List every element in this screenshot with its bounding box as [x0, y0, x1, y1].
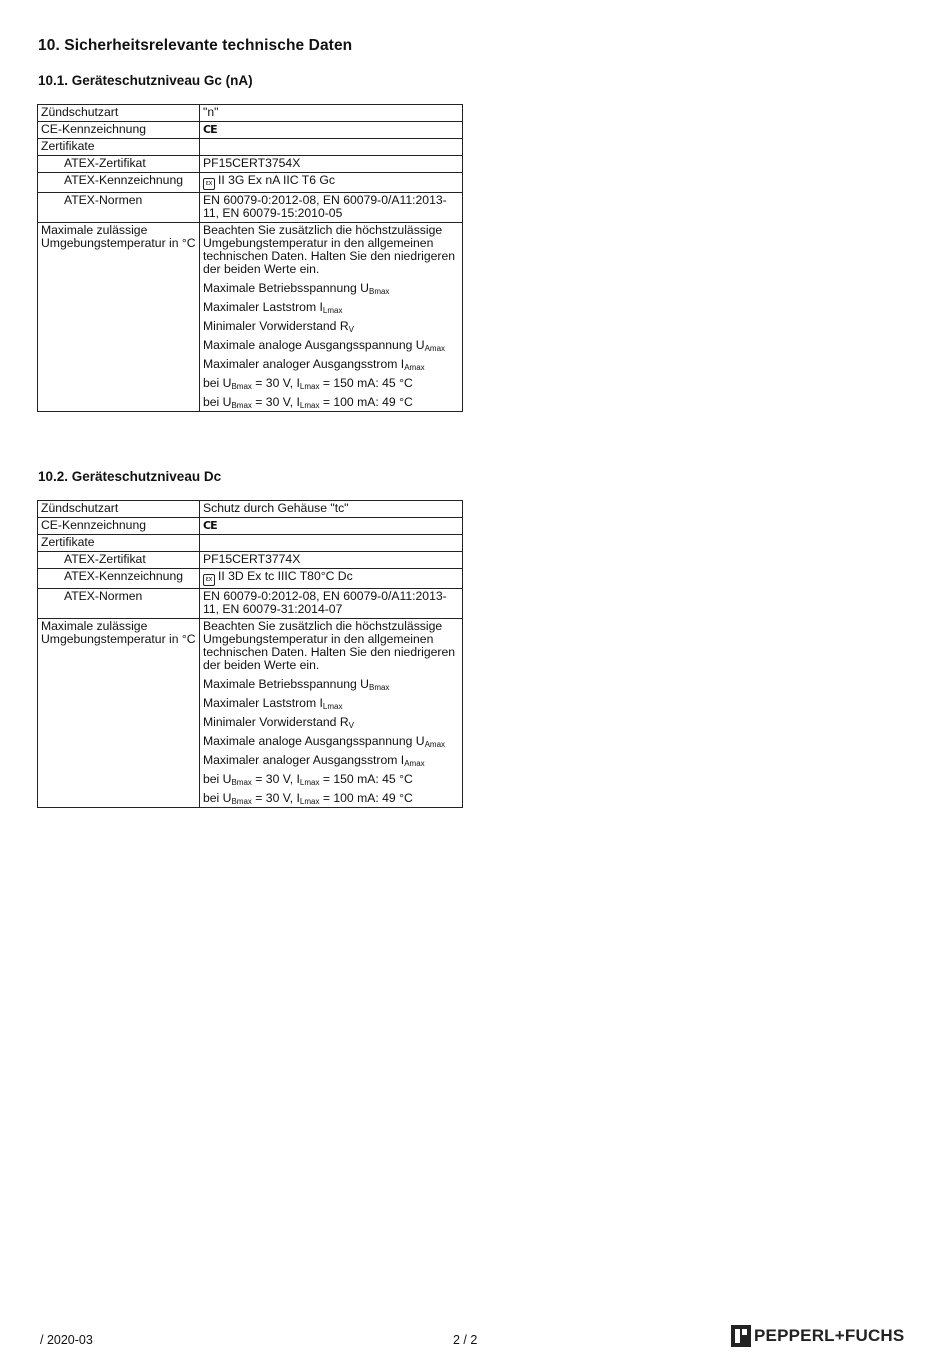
ex-icon: εx [203, 178, 215, 190]
row-label: Zündschutzart [38, 501, 200, 518]
row-value [200, 173, 463, 193]
temp-note: Beachten Sie zusätzlich die höchstzulässige Umgebungstemperatur in den allgemeinen technischen Daten. Halten Sie den niedrigeren der beiden Werte ein. [203, 619, 456, 672]
row-label: Zertifikate [38, 139, 200, 156]
logo-text: PEPPERL+FUCHS [754, 1326, 905, 1345]
condition-line: bei $U_{Bmax} = 30$ V, $I_{Lmax} = 100$ mA: 49 °C [203, 791, 413, 806]
company-logo [731, 1324, 904, 1348]
row-value: EN 60079-0:2012-08, EN 60079-0/A11:2013-11, EN 60079-31:2014-07 [200, 589, 463, 619]
row-value [200, 535, 463, 552]
row-value [200, 518, 463, 535]
ex-icon: εx [203, 574, 215, 586]
row-label: Maximale zulässige Umgebungstemperatur in °C [38, 619, 200, 808]
ubmax-line: Maximale Betriebsspannung $U_{Bmax}$ [203, 677, 390, 692]
row-value: "n" [200, 105, 463, 122]
table-row [38, 173, 463, 193]
table-row [38, 552, 463, 569]
row-value: Schutz durch Gehäuse "tc" [200, 501, 463, 518]
table-row [38, 122, 463, 139]
iamax-line: Maximaler analoger Ausgangsstrom $I_{Amax}$ [203, 357, 425, 372]
ubmax-line: Maximale Betriebsspannung $U_{Bmax}$ [203, 281, 390, 296]
page-number: 2 / 2 [453, 1333, 478, 1347]
condition-line: bei $U_{Bmax} = 30$ V, $I_{Lmax} = 150$ mA: 45 °C [203, 376, 413, 391]
table-row [38, 193, 463, 223]
row-label: ATEX-Zertifikat [38, 552, 200, 569]
row-value [200, 139, 463, 156]
uamax-line: Maximale analoge Ausgangsspannung $U_{Amax}$ [203, 338, 446, 353]
section-title-dc: 10.2. Geräteschutzniveau Dc [38, 469, 222, 484]
ce-mark-icon: CE [203, 519, 217, 532]
spec-table-dc [37, 500, 463, 808]
row-label: Maximale zulässige Umgebungstemperatur in °C [38, 223, 200, 412]
row-label: ATEX-Normen [38, 193, 200, 223]
footer-date: / 2020-03 [40, 1333, 93, 1347]
table-row [38, 535, 463, 552]
table-row [38, 589, 463, 619]
condition-line: bei $U_{Bmax} = 30$ V, $I_{Lmax} = 150$ mA: 45 °C [203, 772, 413, 787]
row-label: ATEX-Kennzeichnung [38, 173, 200, 193]
table-row [38, 569, 463, 589]
row-label: Zündschutzart [38, 105, 200, 122]
rv-line: Minimaler Vorwiderstand $R_V$ [203, 715, 354, 730]
table-row [38, 501, 463, 518]
row-value [200, 122, 463, 139]
table-row [38, 139, 463, 156]
page-heading: 10. Sicherheitsrelevante technische Daten [38, 37, 353, 54]
uamax-line: Maximale analoge Ausgangsspannung $U_{Amax}$ [203, 734, 446, 749]
row-value: PF15CERT3774X [200, 552, 463, 569]
row-label: ATEX-Kennzeichnung [38, 569, 200, 589]
row-label: ATEX-Normen [38, 589, 200, 619]
logo-mark-icon [731, 1325, 751, 1347]
row-value [200, 569, 463, 589]
rv-line: Minimaler Vorwiderstand $R_V$ [203, 319, 354, 334]
row-value [200, 619, 463, 808]
table-row [38, 619, 463, 808]
ilmax-line: Maximaler Laststrom $I_{Lmax}$ [203, 696, 343, 711]
row-value: EN 60079-0:2012-08, EN 60079-0/A11:2013-11, EN 60079-15:2010-05 [200, 193, 463, 223]
condition-line: bei $U_{Bmax} = 30$ V, $I_{Lmax} = 100$ mA: 49 °C [203, 395, 413, 410]
row-label: ATEX-Zertifikat [38, 156, 200, 173]
iamax-line: Maximaler analoger Ausgangsstrom $I_{Amax}$ [203, 753, 425, 768]
ilmax-line: Maximaler Laststrom $I_{Lmax}$ [203, 300, 343, 315]
row-value: PF15CERT3754X [200, 156, 463, 173]
section-title-gc: 10.1. Geräteschutzniveau Gc (nA) [38, 73, 253, 88]
row-label: CE-Kennzeichnung [38, 122, 200, 139]
table-row [38, 518, 463, 535]
atex-marking: II 3G Ex nA IIC T6 Gc [218, 173, 335, 187]
table-row [38, 105, 463, 122]
row-label: CE-Kennzeichnung [38, 518, 200, 535]
spec-table-gc [37, 104, 463, 412]
row-value [200, 223, 463, 412]
ce-mark-icon: CE [203, 123, 217, 136]
temp-note: Beachten Sie zusätzlich die höchstzulässige Umgebungstemperatur in den allgemeinen technischen Daten. Halten Sie den niedrigeren der beiden Werte ein. [203, 223, 456, 276]
atex-marking: II 3D Ex tc IIIC T80°C Dc [218, 569, 353, 583]
table-row [38, 223, 463, 412]
row-label: Zertifikate [38, 535, 200, 552]
table-row [38, 156, 463, 173]
